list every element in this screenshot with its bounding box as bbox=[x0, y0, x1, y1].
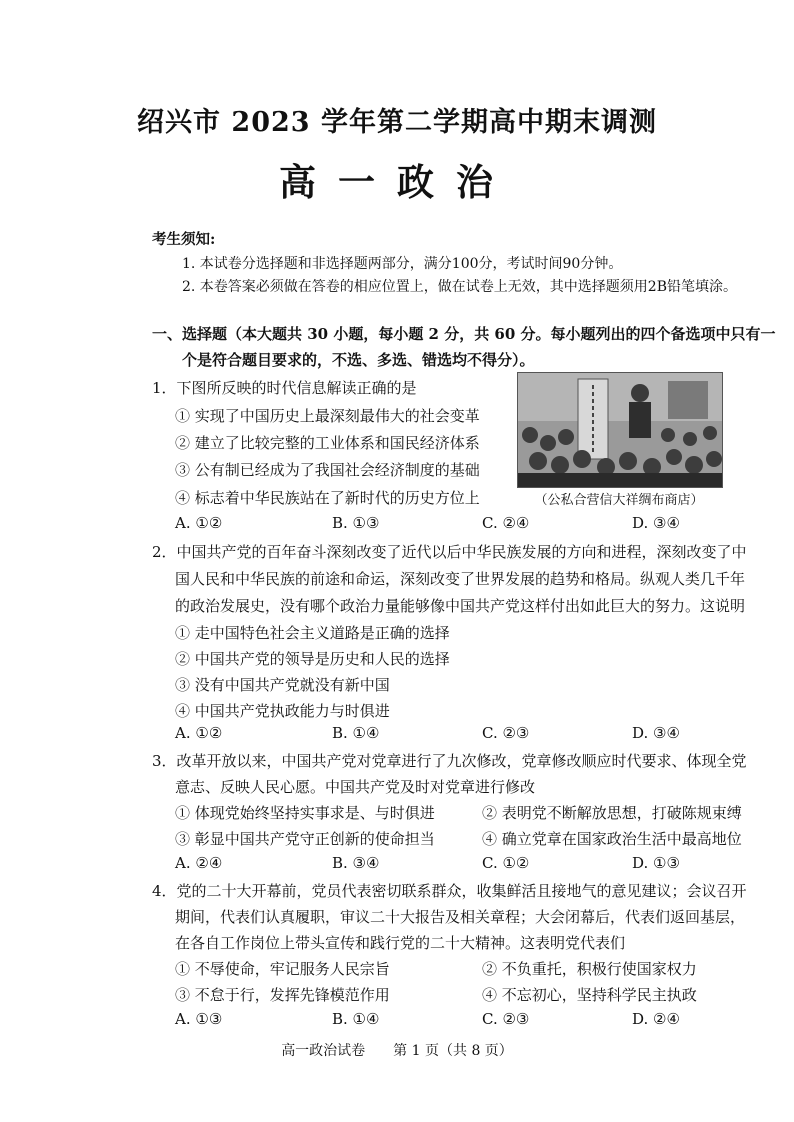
q1-choice-a[interactable]: A. ①② bbox=[175, 514, 223, 532]
q2-choice-c[interactable]: C. ②③ bbox=[482, 724, 530, 742]
q2-item-1: ① 走中国特色社会主义道路是正确的选择 bbox=[175, 624, 450, 642]
q4-stem-line-2: 期间，代表们认真履职，审议二十大报告及相关章程；大会闭幕后，代表们返回基层， bbox=[175, 908, 746, 926]
q4-item-3: ③ 不怠于行，发挥先锋模范作用 bbox=[175, 986, 390, 1004]
page-footer: 高一政治试卷 第 1 页（共 8 页） bbox=[281, 1043, 513, 1059]
q1-choice-b[interactable]: B. ①③ bbox=[332, 514, 380, 532]
q4-stem-line-1: 4．党的二十大开幕前，党员代表密切联系群众，收集鲜活且接地气的意见建议；会议召开 bbox=[152, 882, 747, 900]
q3-choice-c[interactable]: C. ①② bbox=[482, 854, 530, 872]
section-heading-line-1: 一、选择题（本大题共 30 小题，每小题 2 分，共 60 分。每小题列出的四个备选项中只有一 bbox=[152, 325, 776, 343]
q1-item-1: ① 实现了中国历史上最深刻最伟大的社会变革 bbox=[175, 407, 480, 425]
q2-stem-line-2: 国人民和中华民族的前途和命运，深刻改变了世界发展的趋势和格局。纵观人类几千年 bbox=[175, 570, 746, 588]
exam-subject: 高一政治 bbox=[279, 160, 515, 204]
q4-choice-b[interactable]: B. ①④ bbox=[332, 1010, 380, 1028]
q2-stem-line-3: 的政治发展史，没有哪个政治力量能够像中国共产党这样付出如此巨大的努力。这说明 bbox=[175, 597, 746, 615]
q1-stem: 1．下图所反映的时代信息解读正确的是 bbox=[152, 379, 417, 397]
q3-item-4: ④ 确立党章在国家政治生活中最高地位 bbox=[482, 830, 742, 848]
q3-item-1: ① 体现党始终坚持实事求是、与时俱进 bbox=[175, 804, 435, 822]
q4-choice-c[interactable]: C. ②③ bbox=[482, 1010, 530, 1028]
q3-item-2: ② 表明党不断解放思想，打破陈规束缚 bbox=[482, 804, 742, 822]
q2-item-3: ③ 没有中国共产党就没有新中国 bbox=[175, 676, 390, 694]
q3-item-3: ③ 彰显中国共产党守正创新的使命担当 bbox=[175, 830, 435, 848]
q4-item-1: ① 不辱使命，牢记服务人民宗旨 bbox=[175, 960, 390, 978]
q1-choice-c[interactable]: C. ②④ bbox=[482, 514, 530, 532]
q3-choice-b[interactable]: B. ③④ bbox=[332, 854, 380, 872]
q4-item-2: ② 不负重托，积极行使国家权力 bbox=[482, 960, 697, 978]
q2-stem-line-1: 2．中国共产党的百年奋斗深刻改变了近代以后中华民族发展的方向和进程，深刻改变了中 bbox=[152, 543, 747, 561]
q4-choice-d[interactable]: D. ②④ bbox=[632, 1010, 680, 1028]
q4-item-4: ④ 不忘初心，坚持科学民主执政 bbox=[482, 986, 697, 1004]
q3-stem-line-1: 3．改革开放以来，中国共产党对党章进行了九次修改，党章修改顺应时代要求、体现全党 bbox=[152, 752, 747, 770]
q1-item-2: ② 建立了比较完整的工业体系和国民经济体系 bbox=[175, 434, 480, 452]
q1-item-4: ④ 标志着中华民族站在了新时代的历史方位上 bbox=[175, 489, 480, 507]
q4-stem-line-3: 在各自工作岗位上带头宣传和践行党的二十大精神。这表明党代表们 bbox=[175, 934, 626, 952]
q1-photo bbox=[517, 372, 723, 488]
exam-title: 绍兴市 2023 学年第二学期高中期末调测 bbox=[137, 107, 657, 138]
q3-choice-a[interactable]: A. ②④ bbox=[175, 854, 223, 872]
q1-item-3: ③ 公有制已经成为了我国社会经济制度的基础 bbox=[175, 461, 480, 479]
q3-choice-d[interactable]: D. ①③ bbox=[632, 854, 680, 872]
q3-stem-line-2: 意志、反映人民心愿。中国共产党及时对党章进行修改 bbox=[175, 778, 536, 796]
q2-choice-d[interactable]: D. ③④ bbox=[632, 724, 680, 742]
q2-item-2: ② 中国共产党的领导是历史和人民的选择 bbox=[175, 650, 450, 668]
q1-choice-d[interactable]: D. ③④ bbox=[632, 514, 680, 532]
q4-choice-a[interactable]: A. ①③ bbox=[175, 1010, 223, 1028]
q2-item-4: ④ 中国共产党执政能力与时俱进 bbox=[175, 702, 390, 720]
notice-item-1: 1. 本试卷分选择题和非选择题两部分，满分100分，考试时间90分钟。 bbox=[182, 256, 623, 272]
section-heading-line-2: 个是符合题目要求的，不选、多选、错选均不得分）。 bbox=[182, 351, 535, 369]
q2-choice-a[interactable]: A. ①② bbox=[175, 724, 223, 742]
q2-choice-b[interactable]: B. ①④ bbox=[332, 724, 380, 742]
q1-photo-caption: （公私合营信大祥绸布商店） bbox=[534, 493, 704, 508]
notice-label: 考生须知: bbox=[152, 231, 216, 248]
notice-item-2: 2. 本卷答案必须做在答卷的相应位置上，做在试卷上无效，其中选择题须用2B铅笔填涂。 bbox=[182, 279, 738, 295]
